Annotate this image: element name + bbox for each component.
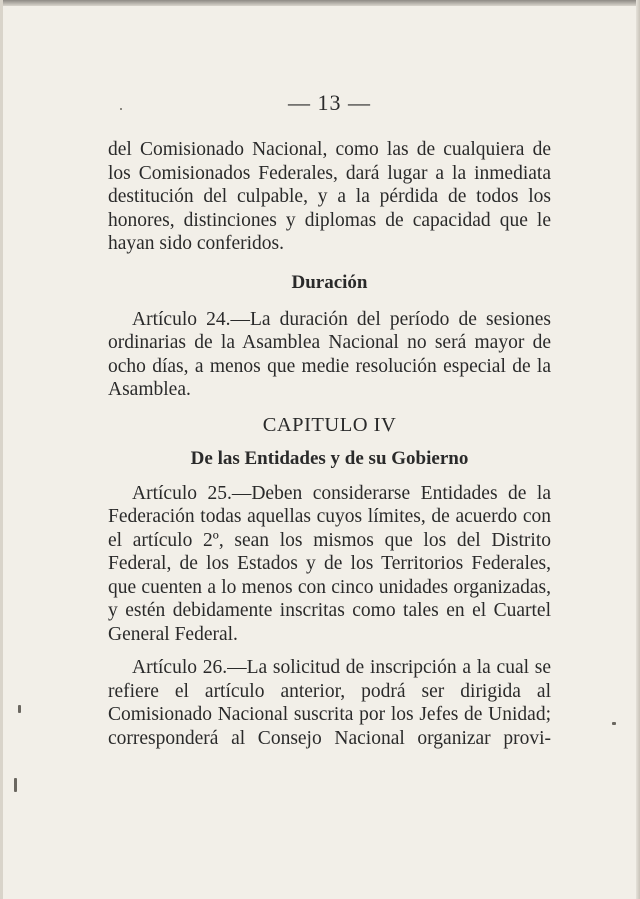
page-number: — 13 — <box>288 90 371 115</box>
paragraph-article-24: Artículo 24.—La duración del período de sesiones ordinarias de la Asamblea Nacional no será mayor de ocho días, a menos que medie resolución especial de la Asamblea. <box>108 308 551 400</box>
margin-mark <box>14 778 17 792</box>
margin-mark <box>612 722 616 725</box>
paragraph-article-25: Artículo 25.—Deben considerarse Entidades de la Federación todas aquellas cuyos límites, de acuerdo con el artículo 2º, sean los mismos que los del Distrito Federal, de los Estados y de los Territorios Federales, que cuenten a lo menos con cinco unidades organizadas, y estén debidamente inscritas como tales en el Cuartel General Federal. <box>108 482 551 645</box>
page-content <box>108 90 551 750</box>
chapter-title: CAPITULO IV <box>262 413 397 436</box>
page-left-edge <box>0 0 3 899</box>
margin-mark <box>120 108 122 110</box>
paragraph-continuation: del Comisionado Nacional, como las de cualquiera de los Comisionados Federales, dará lugar a la inmediata destitución del culpable, y a la pérdida de todos los honores, distinciones y diplomas de capacidad que le hayan sido conferidos. <box>108 139 551 254</box>
section-heading-duracion: Duración <box>291 271 368 293</box>
chapter-subtitle: De las Entidades y de su Gobierno <box>190 447 469 469</box>
paragraph-article-26: Artículo 26.—La solicitud de inscripción a la cual se refiere el artículo anterior, podrá ser dirigida al Comisionado Nacional suscrita por los Jefes de Unidad; corresponderá al Consejo Nacional organizar provi- <box>108 657 551 749</box>
paragraph-gap <box>108 646 551 656</box>
margin-mark <box>18 705 21 713</box>
